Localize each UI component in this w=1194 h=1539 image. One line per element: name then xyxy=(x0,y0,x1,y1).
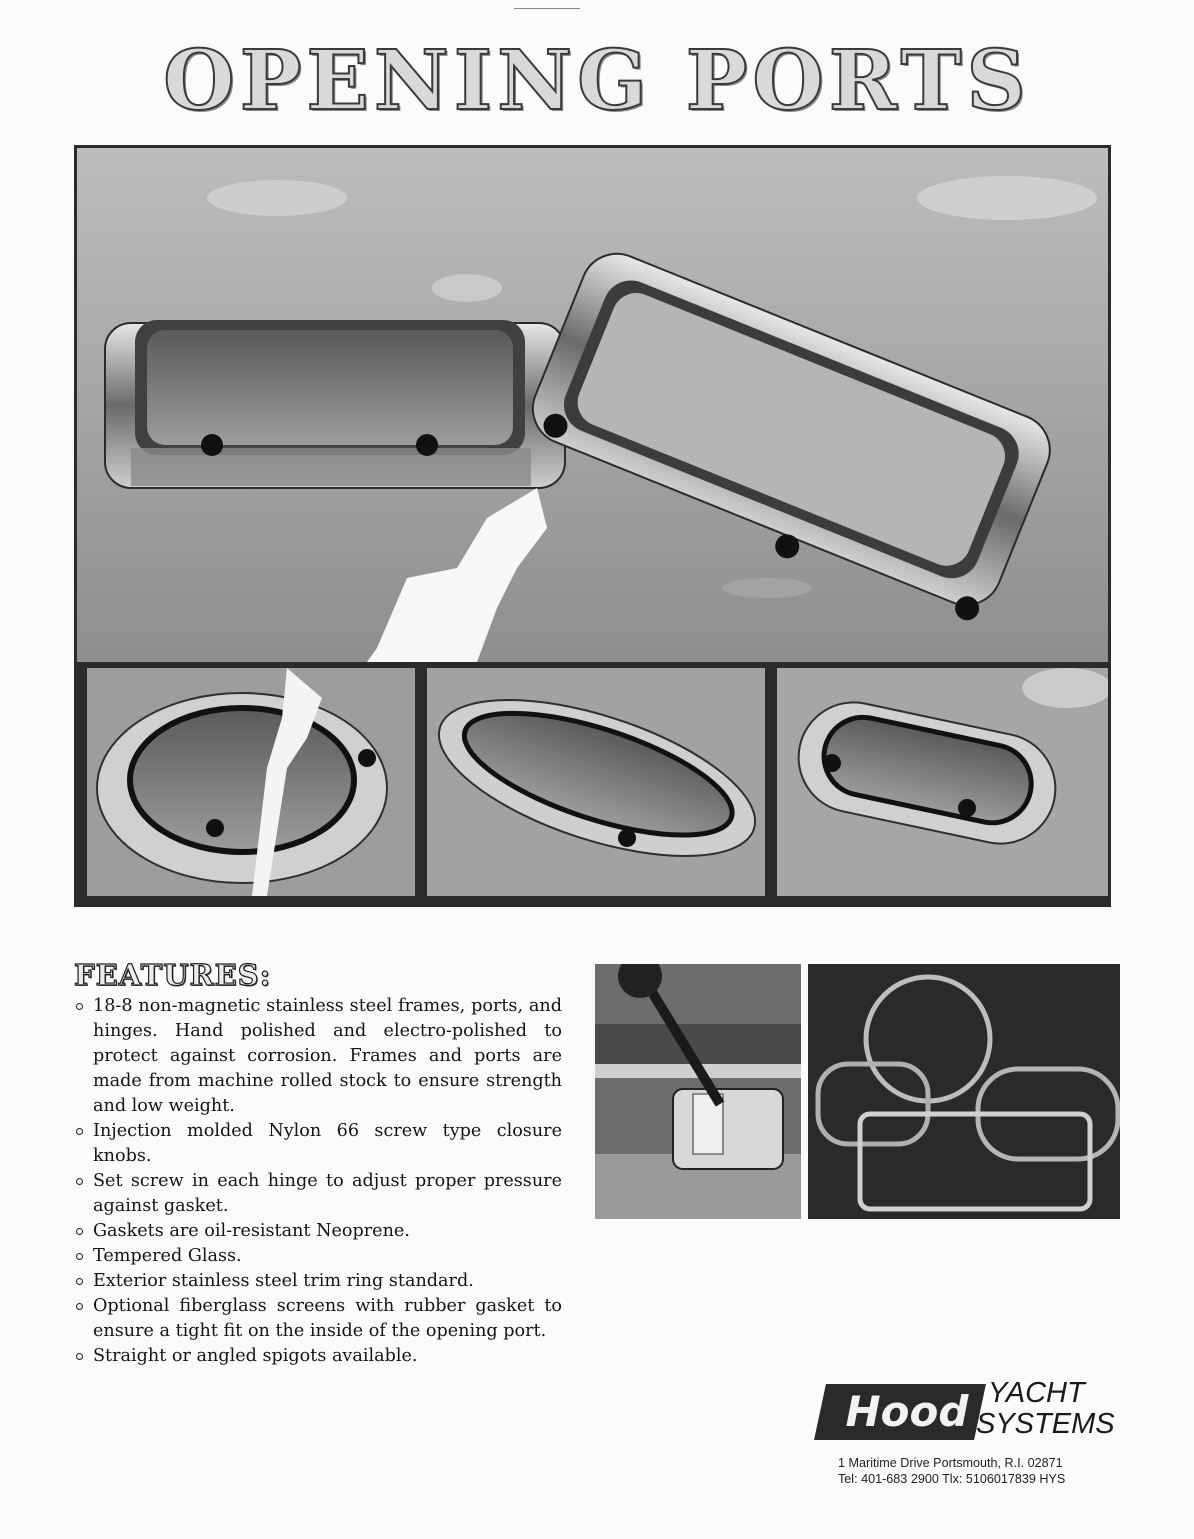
feature-item: 18-8 non-magnetic stainless steel frames, ports, and hinges. Hand polished and electro-polished to protect against corrosion. Frames and ports are made from machine rolled stock to ensure strength and low weight. xyxy=(74,994,562,1119)
feature-item: Optional fiberglass screens with rubber gasket to ensure a tight fit on the inside of the opening port. xyxy=(74,1294,562,1344)
round-port-photo xyxy=(87,668,415,896)
feature-item: Exterior stainless steel trim ring standard. xyxy=(74,1269,562,1294)
hinge-set-screw-photo xyxy=(595,964,801,1219)
feature-item: Set screw in each hinge to adjust proper pressure against gasket. xyxy=(74,1169,562,1219)
contact-line: Tel: 401-683 2900 Tlx: 5106017839 HYS xyxy=(838,1472,1066,1486)
company-address xyxy=(838,1455,1065,1487)
feature-item: Tempered Glass. xyxy=(74,1244,562,1269)
logo-systems: SYSTEMS xyxy=(976,1408,1115,1440)
port-frames-photo xyxy=(808,964,1120,1219)
feature-item: Straight or angled spigots available. xyxy=(74,1344,562,1369)
hood-yacht-systems-logo xyxy=(818,1376,1115,1446)
oval-port-photo xyxy=(427,668,765,896)
features-heading: FEATURES: xyxy=(74,958,272,992)
feature-item: Gaskets are oil-resistant Neoprene. xyxy=(74,1219,562,1244)
photo-collage xyxy=(74,145,1111,907)
top-rule xyxy=(514,8,580,9)
main-photo-rectangular-ports xyxy=(77,148,1108,662)
page-title: OPENING PORTS xyxy=(163,33,1031,129)
feature-item: Injection molded Nylon 66 screw type closure knobs. xyxy=(74,1119,562,1169)
logo-hood: Hood xyxy=(845,1387,969,1436)
features-list xyxy=(74,994,562,1369)
logo-yacht: YACHT xyxy=(988,1377,1085,1409)
oblong-port-photo xyxy=(777,668,1108,896)
address-line: 1 Maritime Drive Portsmouth, R.I. 02871 xyxy=(838,1456,1063,1470)
